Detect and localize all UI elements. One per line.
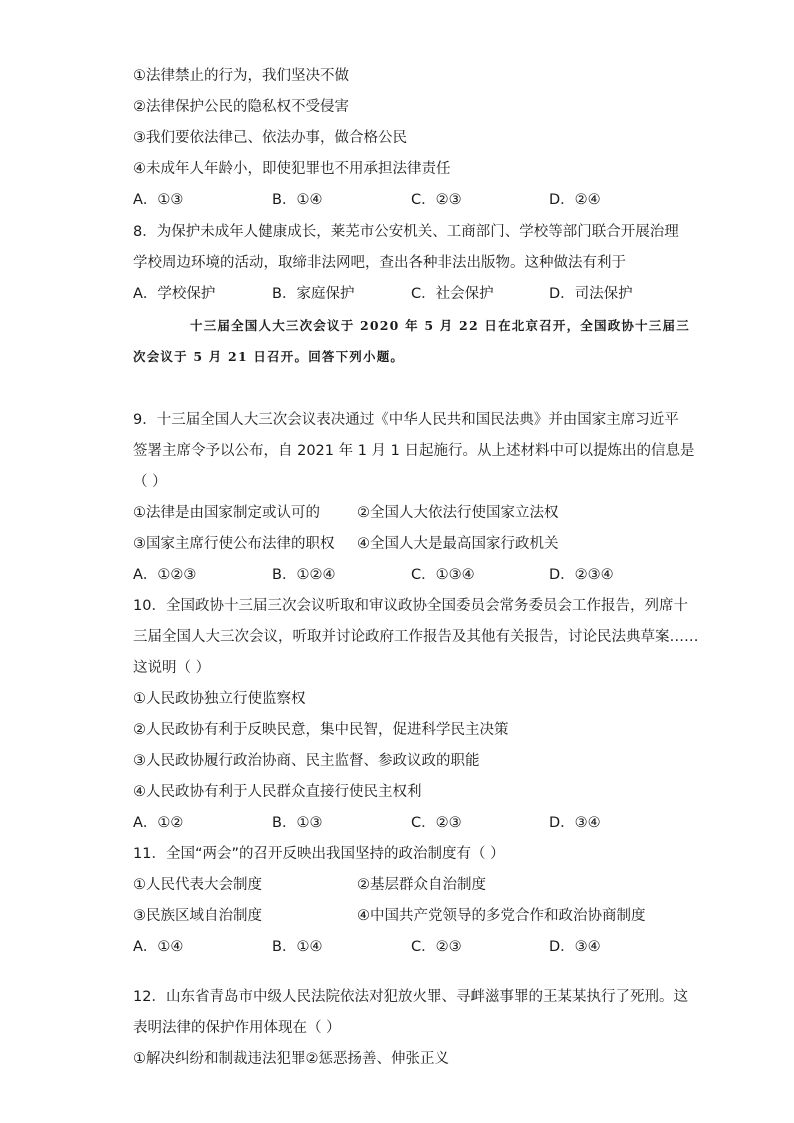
statement-1: ①人民政协独立行使监察权: [133, 691, 306, 707]
material-note-2: 次会议于 5 月 21 日召开。回答下列小题。: [133, 349, 405, 364]
option-d: D．②④: [549, 192, 601, 208]
question-11-stem: 11．全国“两会”的召开反映出我国坚持的政治制度有（ ）: [133, 846, 505, 862]
option-a: A．①②③: [133, 567, 197, 583]
statement-4: ④中国共产党领导的多党合作和政治协商制度: [357, 908, 646, 924]
question-9-stem-3: （ ）: [133, 474, 167, 490]
statement-2: ②人民政协有利于反映民意，集中民智，促进科学民主决策: [133, 722, 509, 738]
option-a: A．①②: [133, 815, 184, 831]
question-10-stem-3: 这说明（ ）: [133, 660, 211, 676]
option-c: C．②③: [411, 192, 462, 208]
question-9-stem-1: 9．十三届全国人大三次会议表决通过《中华人民共和国民法典》并由国家主席习近平: [133, 412, 679, 428]
statement-1: ①人民代表大会制度: [133, 877, 262, 893]
option-c: C．②③: [411, 815, 462, 831]
statement-3: ③国家主席行使公布法律的职权: [133, 536, 335, 552]
statement-1: ①法律禁止的行为，我们坚决不做: [133, 68, 349, 84]
statement-3: ③民族区域自治制度: [133, 908, 262, 924]
option-d: D．③④: [549, 939, 601, 955]
statement-2: ②全国人大依法行使国家立法权: [357, 505, 559, 521]
option-c: C．②③: [411, 939, 462, 955]
option-d: D．③④: [549, 815, 601, 831]
option-b: B．①④: [272, 192, 323, 208]
option-a: A．学校保护: [133, 286, 216, 302]
option-b: B．①④: [272, 939, 323, 955]
option-d: D．②③④: [549, 567, 614, 583]
option-c: C．①③④: [411, 567, 475, 583]
statement-1: ①解决纠纷和制裁违法犯罪②惩恶扬善、伸张正义: [133, 1051, 449, 1067]
statement-1: ①法律是由国家制定或认可的: [133, 505, 320, 521]
statement-3: ③人民政协履行政治协商、民主监督、参政议政的职能: [133, 753, 480, 769]
question-12-stem-2: 表明法律的保护作用体现在（ ）: [133, 1020, 341, 1036]
option-b: B．家庭保护: [272, 286, 355, 302]
statement-4: ④全国人大是最高国家行政机关: [357, 536, 559, 552]
material-note-1: 十三届全国人大三次会议于 2020 年 5 月 22 日在北京召开，全国政协十三届三: [190, 318, 690, 333]
option-a: A．①④: [133, 939, 184, 955]
statement-3: ③我们要依法律己、依法办事，做合格公民: [133, 130, 407, 146]
option-b: B．①②④: [272, 567, 336, 583]
question-9-stem-2: 签署主席令予以公布，自 2021 年 1 月 1 日起施行。从上述材料中可以提炼出的信息是: [133, 443, 695, 459]
statement-2: ②法律保护公民的隐私权不受侵害: [133, 99, 349, 115]
statement-2: ②基层群众自治制度: [357, 877, 486, 893]
statement-4: ④人民政协有利于人民群众直接行使民主权利: [133, 784, 422, 800]
question-8-stem-1: 8．为保护未成年人健康成长，莱芜市公安机关、工商部门、学校等部门联合开展治理: [133, 224, 679, 240]
question-10-stem-2: 三届全国人大三次会议，听取并讨论政府工作报告及其他有关报告，讨论民法典草案……: [133, 629, 699, 645]
option-a: A．①③: [133, 192, 184, 208]
option-c: C．社会保护: [411, 286, 494, 302]
question-12-stem-1: 12．山东省青岛市中级人民法院依法对犯放火罪、寻衅滋事罪的王某某执行了死刑。这: [133, 989, 688, 1005]
question-10-stem-1: 10．全国政协十三届三次会议听取和审议政协全国委员会常务委员会工作报告，列席十: [133, 598, 688, 614]
question-8-stem-2: 学校周边环境的活动，取缔非法网吧，查出各种非法出版物。这种做法有利于: [133, 255, 626, 271]
statement-4: ④未成年人年龄小，即使犯罪也不用承担法律责任: [133, 161, 451, 177]
option-d: D．司法保护: [549, 286, 633, 302]
option-b: B．①③: [272, 815, 323, 831]
